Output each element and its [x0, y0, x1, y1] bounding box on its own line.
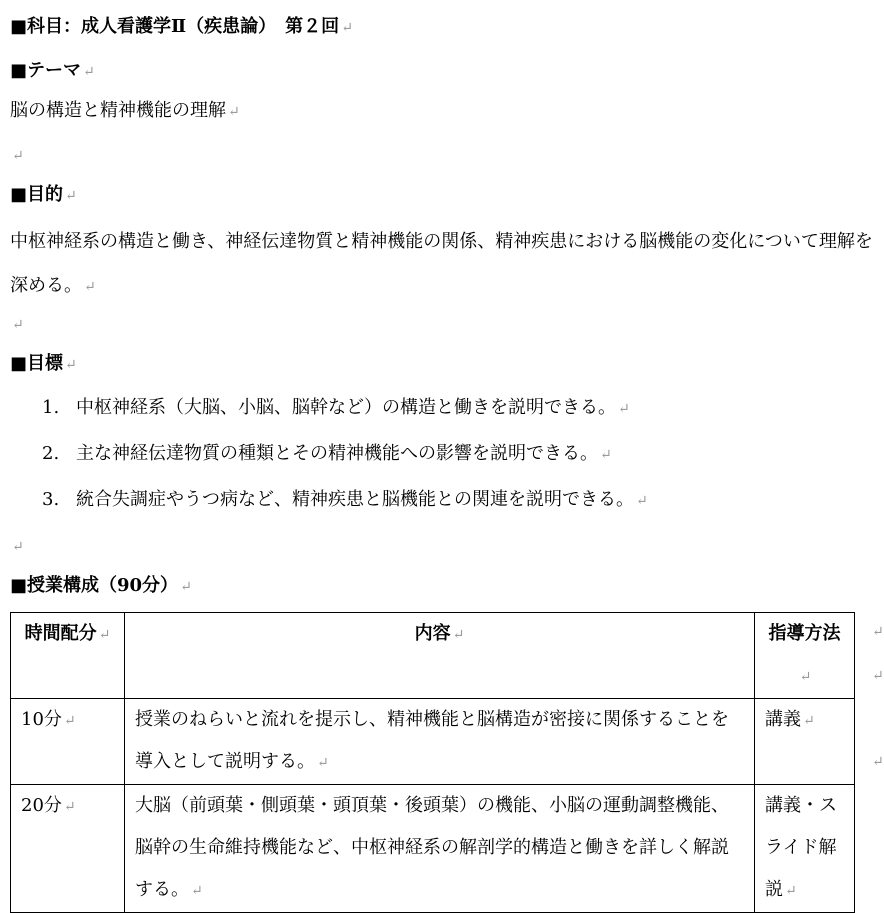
document-page: [10, 12, 878, 615]
purpose-heading: ■目的 ↵: [10, 184, 77, 205]
cell-mark-icon: ↵: [63, 713, 76, 729]
paragraph-mark-icon: ↵: [600, 447, 612, 463]
empty-paragraph: [10, 309, 878, 349]
lesson-plan-table: [10, 612, 855, 913]
empty-paragraph: [10, 140, 878, 180]
header-content: 内容 ↵: [125, 613, 755, 699]
cell-time: 10分 ↵: [11, 699, 125, 785]
paragraph-mark-icon: ↵: [341, 20, 353, 36]
paragraph-mark-icon: ↵: [618, 401, 630, 417]
table-row: [11, 699, 855, 785]
row-end-mark-icon: ↵: [872, 668, 884, 684]
goals-heading: ■目標 ↵: [10, 353, 77, 374]
cell-mark-icon: ↵: [63, 799, 76, 815]
cell-mark-icon: ↵: [317, 755, 329, 771]
header-method: 指導方法↵: [755, 613, 855, 699]
cell-time: 20分 ↵: [11, 785, 125, 913]
paragraph-mark-icon: ↵: [12, 539, 24, 555]
cell-mark-icon: ↵: [803, 713, 815, 729]
paragraph-mark-icon: ↵: [83, 64, 95, 80]
empty-paragraph: [10, 531, 878, 571]
row-end-mark-icon: ↵: [872, 624, 884, 640]
paragraph-mark-icon: ↵: [228, 104, 240, 120]
paragraph-mark-icon: ↵: [65, 357, 77, 373]
paragraph-mark-icon: ↵: [12, 148, 24, 164]
paragraph-mark-icon: ↵: [636, 493, 648, 509]
paragraph-mark-icon: ↵: [65, 188, 77, 204]
cell-content: 授業のねらいと流れを提示し、精神機能と脳構造が密接に関係することを導入として説明する。 ↵: [125, 699, 755, 785]
cell-content: 大脳（前頭葉・側頭葉・頭頂葉・後頭葉）の機能、小脳の運動調整機能、脳幹の生命維持機能など、中枢神経系の解剖学的構造と働きを詳しく解説する。 ↵: [125, 785, 755, 913]
structure-heading: ■授業構成（90分） ↵: [10, 575, 192, 596]
cell-mark-icon: ↵: [452, 627, 465, 643]
table-header-row: [11, 613, 855, 699]
course-title: ■科目：成人看護学Ⅱ（疾患論） 第２回 ↵: [10, 16, 353, 37]
cell-method: 講義 ↵: [755, 699, 855, 785]
goals-list: [42, 393, 878, 531]
paragraph-mark-icon: ↵: [84, 279, 96, 295]
theme-text: 脳の構造と精神機能の理解 ↵: [10, 100, 240, 121]
row-end-mark-icon: ↵: [872, 754, 884, 770]
header-time: 時間配分 ↵: [11, 613, 125, 699]
cell-mark-icon: ↵: [799, 669, 812, 685]
cell-mark-icon: ↵: [191, 883, 203, 899]
paragraph-mark-icon: ↵: [12, 317, 24, 333]
table-row: [11, 785, 855, 913]
cell-mark-icon: ↵: [98, 627, 111, 643]
goal-item: 1. 中枢神経系（大脳、小脳、脳幹など）の構造と働きを説明できる。 ↵: [42, 397, 630, 418]
cell-method: 講義・スライド解説 ↵: [755, 785, 855, 913]
paragraph-mark-icon: ↵: [180, 579, 192, 595]
cell-mark-icon: ↵: [785, 883, 797, 899]
goal-item: 3. 統合失調症やうつ病など、精神疾患と脳機能との関連を説明できる。 ↵: [42, 489, 648, 510]
theme-heading: ■テーマ ↵: [10, 60, 95, 81]
goal-item: 2. 主な神経伝達物質の種類とその精神機能への影響を説明できる。 ↵: [42, 443, 612, 464]
purpose-text: 中枢神経系の構造と働き、神経伝達物質と精神機能の関係、精神疾患における脳機能の変化について理解を深める。 ↵: [10, 231, 873, 296]
